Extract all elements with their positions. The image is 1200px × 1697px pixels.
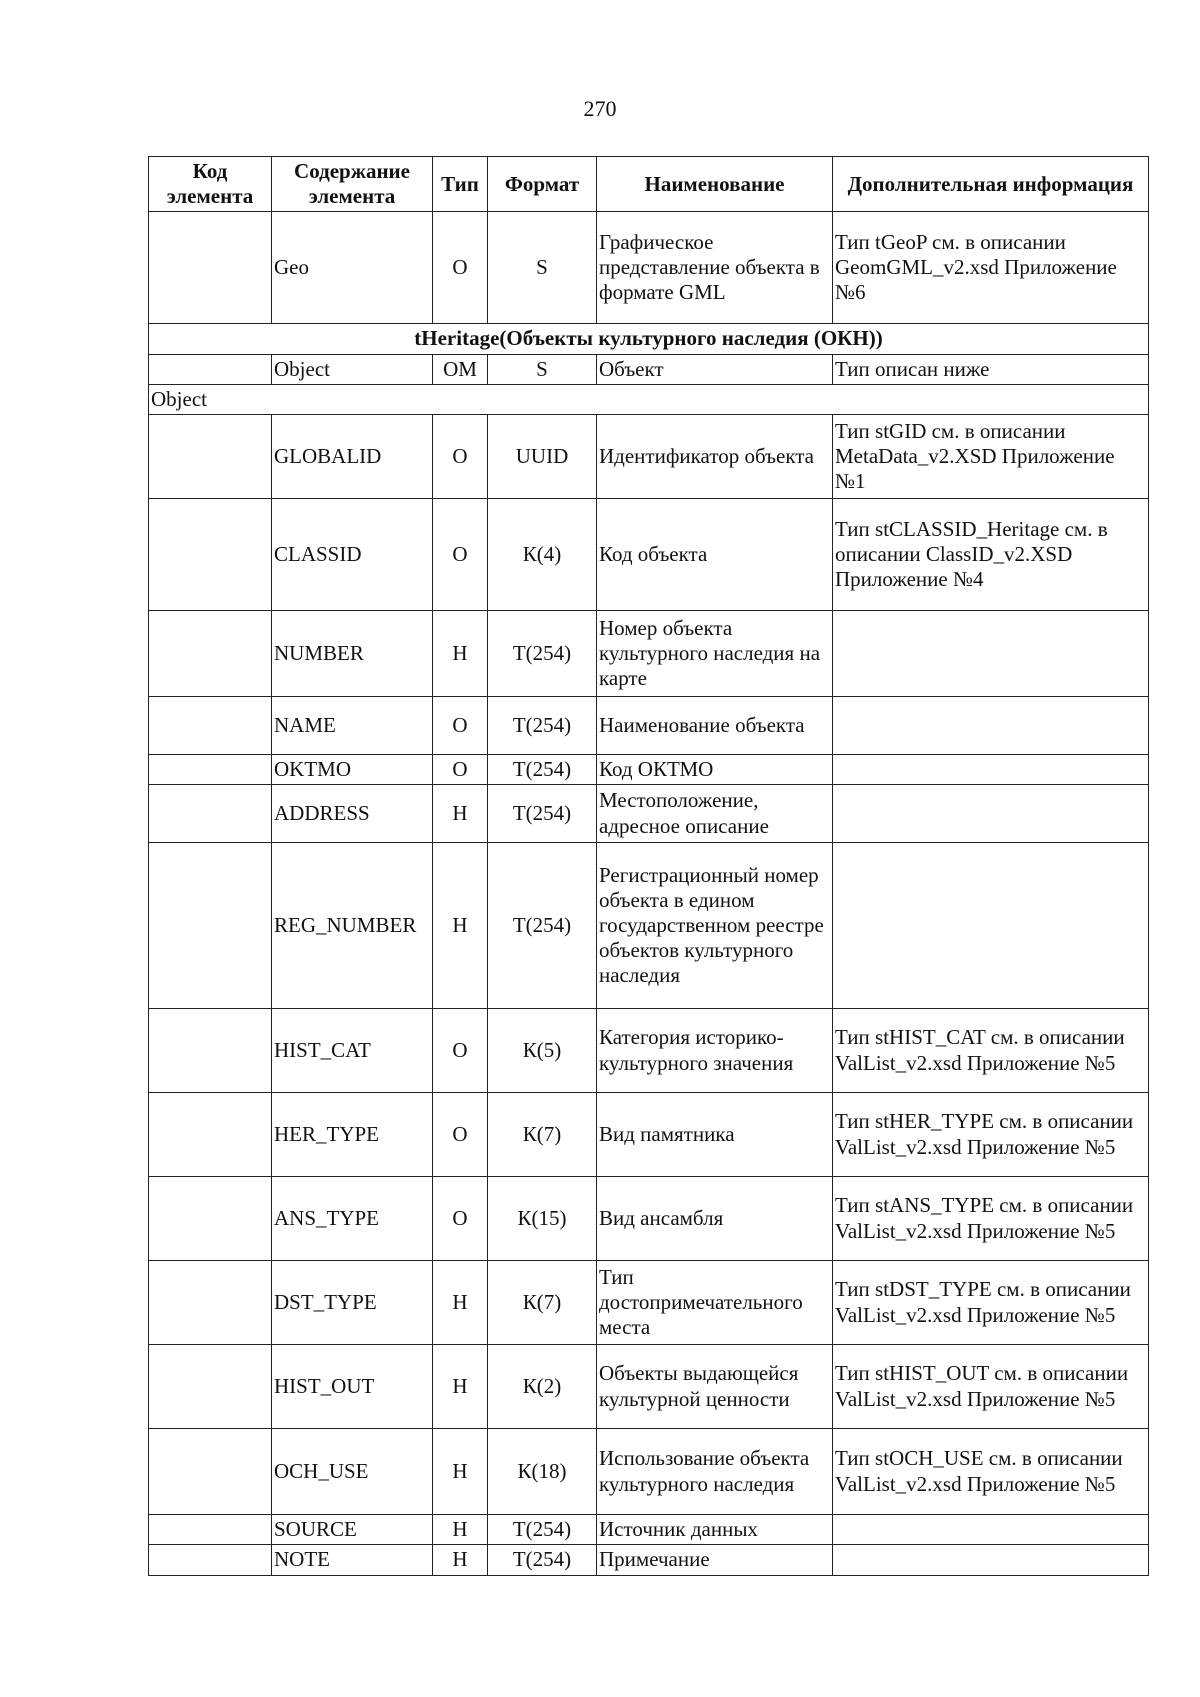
cell-type: О [433,1177,488,1261]
cell-format: Т(254) [488,1515,597,1545]
cell-content: Object [272,354,433,384]
cell-info: Тип stHIST_CAT см. в описании ValList_v2.xsd Приложение №5 [833,1009,1149,1093]
cell-name: Местоположение, адресное описание [597,785,833,843]
cell-content: NAME [272,696,433,754]
cell-name: Код ОКТМО [597,754,833,784]
cell-code [149,414,272,498]
cell-format: К(2) [488,1345,597,1429]
cell-type: О [433,1009,488,1093]
cell-content: ANS_TYPE [272,1177,433,1261]
cell-content: NUMBER [272,610,433,696]
cell-content: HER_TYPE [272,1093,433,1177]
cell-name: Объекты выдающейся культурной ценности [597,1345,833,1429]
header-row [149,157,1149,212]
cell-name: Источник данных [597,1515,833,1545]
cell-content: OKTMO [272,754,433,784]
cell-info [833,754,1149,784]
table-row [149,1093,1149,1177]
object-label: Object [149,384,1149,414]
cell-format: Т(254) [488,843,597,1009]
cell-content: REG_NUMBER [272,843,433,1009]
table-row [149,1261,1149,1345]
cell-info: Тип описан ниже [833,354,1149,384]
cell-name: Тип достопримечательного места [597,1261,833,1345]
table-row [149,1515,1149,1545]
cell-type: О [433,696,488,754]
cell-type: О [433,498,488,610]
cell-info: Тип stOCH_USE см. в описании ValList_v2.xsd Приложение №5 [833,1429,1149,1515]
cell-name: Категория историко-культурного значения [597,1009,833,1093]
section-title-row [149,324,1149,354]
cell-type: Н [433,1345,488,1429]
cell-format: К(5) [488,1009,597,1093]
section-title: tHeritage(Объекты культурного наследия (ОКН)) [149,324,1149,354]
cell-code [149,696,272,754]
cell-info [833,1515,1149,1545]
cell-code [149,843,272,1009]
header-content: Содержание элемента [272,157,433,212]
cell-code [149,1177,272,1261]
table-row [149,696,1149,754]
page-number: 270 [583,96,617,121]
cell-type: О [433,1093,488,1177]
cell-format: Т(254) [488,1545,597,1575]
header-name: Наименование [597,157,833,212]
table-body-top [149,212,1149,324]
cell-info [833,1545,1149,1575]
table-row [149,414,1149,498]
cell-content: OCH_USE [272,1429,433,1515]
cell-type: Н [433,843,488,1009]
cell-code [149,1515,272,1545]
cell-format: S [488,354,597,384]
cell-name: Номер объекта культурного наследия на карте [597,610,833,696]
cell-code [149,498,272,610]
table-row [149,610,1149,696]
cell-name: Объект [597,354,833,384]
cell-info: Тип stDST_TYPE см. в описании ValList_v2.xsd Приложение №5 [833,1261,1149,1345]
object-label-row [149,384,1149,414]
cell-content: GLOBALID [272,414,433,498]
cell-info: Тип stHER_TYPE см. в описании ValList_v2.xsd Приложение №5 [833,1093,1149,1177]
cell-type: Н [433,1429,488,1515]
cell-name: Примечание [597,1545,833,1575]
cell-format: К(7) [488,1093,597,1177]
cell-format: Т(254) [488,754,597,784]
header-code: Код элемента [149,157,272,212]
cell-name: Код объекта [597,498,833,610]
cell-content: HIST_CAT [272,1009,433,1093]
cell-info: Тип stHIST_OUT см. в описании ValList_v2.xsd Приложение №5 [833,1345,1149,1429]
cell-format: К(7) [488,1261,597,1345]
table-row [149,1177,1149,1261]
cell-format: К(15) [488,1177,597,1261]
cell-type: О [433,414,488,498]
cell-info: Тип tGeoP см. в описании GeomGML_v2.xsd Приложение №6 [833,212,1149,324]
table-row [149,785,1149,843]
cell-info: Тип stCLASSID_Heritage см. в описании ClassID_v2.XSD Приложение №4 [833,498,1149,610]
cell-code [149,354,272,384]
cell-info [833,610,1149,696]
cell-content: ADDRESS [272,785,433,843]
cell-content: HIST_OUT [272,1345,433,1429]
table-row [149,1345,1149,1429]
cell-name: Использование объекта культурного наследия [597,1429,833,1515]
cell-name: Вид ансамбля [597,1177,833,1261]
cell-type: Н [433,1515,488,1545]
cell-format: К(18) [488,1429,597,1515]
object-label-body [149,384,1149,414]
cell-code [149,754,272,784]
cell-format: Т(254) [488,610,597,696]
header-format: Формат [488,157,597,212]
cell-info: Тип stGID см. в описании MetaData_v2.XSD Приложение №1 [833,414,1149,498]
cell-content: SOURCE [272,1515,433,1545]
cell-info [833,843,1149,1009]
table-row [149,212,1149,324]
cell-type: О [433,754,488,784]
cell-type: Н [433,1545,488,1575]
table-row [149,1429,1149,1515]
cell-code [149,212,272,324]
cell-format: Т(254) [488,696,597,754]
cell-info [833,785,1149,843]
cell-content: CLASSID [272,498,433,610]
cell-code [149,1429,272,1515]
cell-info: Тип stANS_TYPE см. в описании ValList_v2.xsd Приложение №5 [833,1177,1149,1261]
table-row [149,498,1149,610]
cell-type: Н [433,610,488,696]
cell-name: Вид памятника [597,1093,833,1177]
cell-type: О [433,212,488,324]
cell-content: Geo [272,212,433,324]
table-row [149,1009,1149,1093]
table-body-main [149,414,1149,1575]
cell-format: Т(254) [488,785,597,843]
cell-type: Н [433,1261,488,1345]
cell-code [149,1261,272,1345]
header-info: Дополнительная информация [833,157,1149,212]
section-body [149,324,1149,354]
cell-code [149,785,272,843]
cell-format: S [488,212,597,324]
table-row [149,754,1149,784]
table-row [149,354,1149,384]
cell-name: Регистрационный номер объекта в едином государственном реестре объектов культурного наследия [597,843,833,1009]
cell-name: Наименование объекта [597,696,833,754]
cell-content: NOTE [272,1545,433,1575]
cell-type: ОМ [433,354,488,384]
cell-name: Графическое представление объекта в формате GML [597,212,833,324]
table-body-mid [149,354,1149,384]
cell-code [149,1093,272,1177]
cell-code [149,1545,272,1575]
element-spec-table [148,156,1149,1576]
cell-code [149,1009,272,1093]
cell-info [833,696,1149,754]
table-header [149,157,1149,212]
cell-name: Идентификатор объекта [597,414,833,498]
cell-type: Н [433,785,488,843]
header-type: Тип [433,157,488,212]
cell-format: UUID [488,414,597,498]
cell-format: К(4) [488,498,597,610]
table-row [149,843,1149,1009]
cell-code [149,1345,272,1429]
cell-content: DST_TYPE [272,1261,433,1345]
cell-code [149,610,272,696]
table-row [149,1545,1149,1575]
